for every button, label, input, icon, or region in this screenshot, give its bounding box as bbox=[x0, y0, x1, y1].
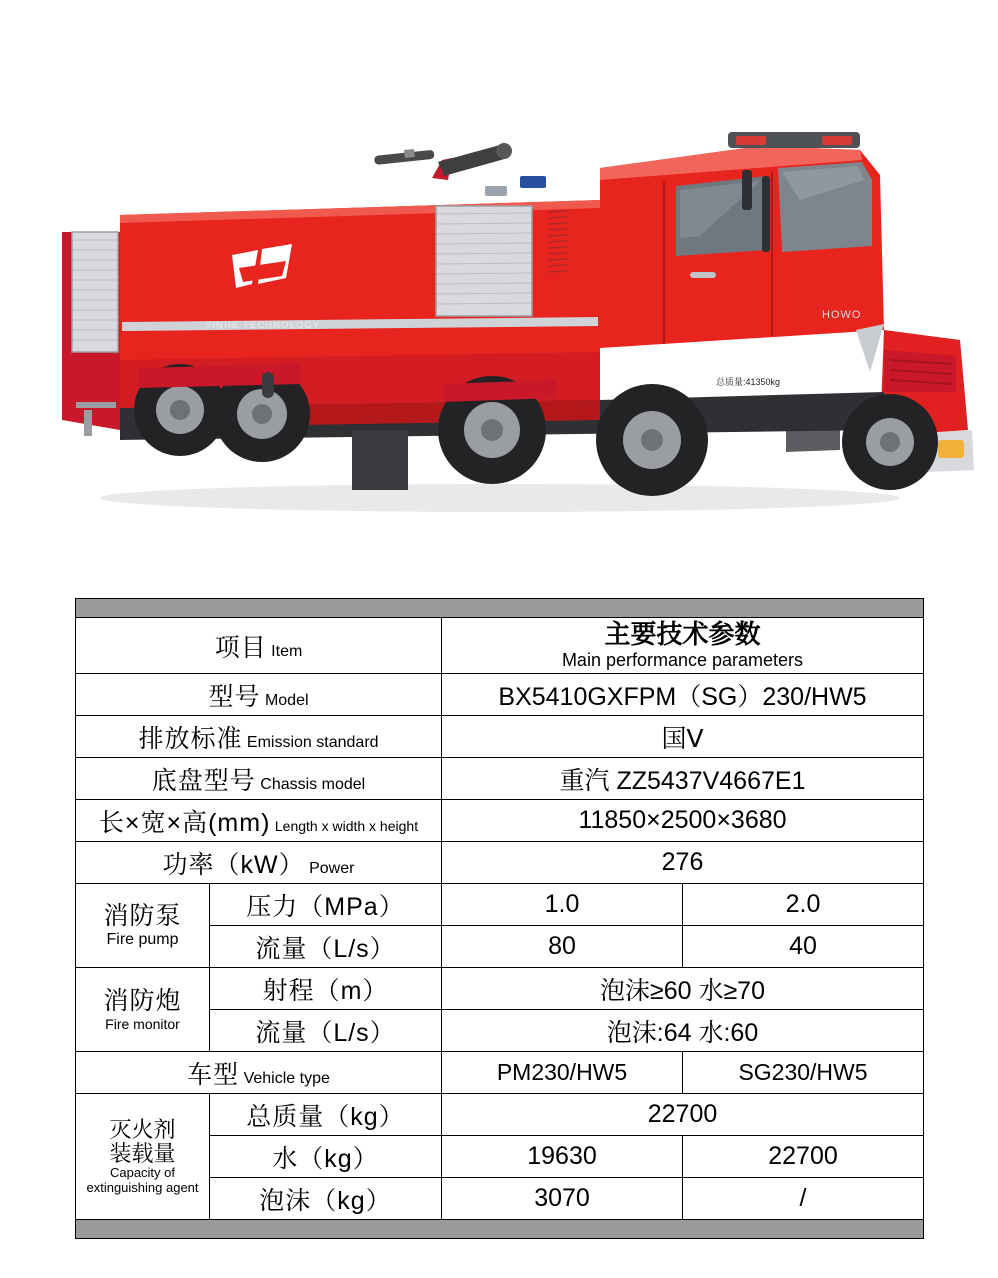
row-power-label bbox=[76, 842, 442, 884]
row-dimensions-value: 11850×2500×3680 bbox=[442, 800, 924, 842]
header-item-cell bbox=[76, 618, 442, 674]
row-chassis bbox=[76, 758, 924, 800]
row-pump-flow-v2: 40 bbox=[683, 926, 924, 968]
row-emission-label bbox=[76, 716, 442, 758]
row-total-mass-value: 22700 bbox=[442, 1094, 924, 1136]
row-model bbox=[76, 674, 924, 716]
group-capacity-en1: Capacity of bbox=[109, 1165, 176, 1181]
row-total-mass bbox=[76, 1094, 924, 1136]
specification-table bbox=[75, 598, 924, 1239]
group-capacity bbox=[76, 1094, 210, 1220]
row-power-label-cn: 功率（kW） bbox=[162, 850, 305, 879]
blue-beacon bbox=[520, 176, 546, 188]
brand-text: YINHE TECHNOLOGY bbox=[205, 320, 321, 330]
group-fire-pump-en: Fire pump bbox=[106, 930, 179, 948]
table-header-row bbox=[76, 618, 924, 674]
row-model-label-en: Model bbox=[264, 691, 309, 709]
mud-flap bbox=[352, 430, 408, 490]
row-foam-v1: 3070 bbox=[442, 1178, 683, 1220]
row-monitor-range bbox=[76, 968, 924, 1010]
fire-truck-illustration bbox=[0, 0, 998, 590]
row-pump-flow-label: 流量（L/s） bbox=[210, 926, 442, 968]
headlight-2 bbox=[938, 440, 964, 458]
roller-door-mid bbox=[436, 206, 532, 316]
group-capacity-en2: extinguishing agent bbox=[86, 1179, 199, 1195]
roof-light bbox=[485, 186, 507, 196]
row-water-label: 水（kg） bbox=[210, 1136, 442, 1178]
svg-text:总质量:41350kg: 总质量:41350kg bbox=[716, 377, 781, 387]
header-item-cn: 项目 bbox=[214, 633, 267, 662]
row-monitor-flow-label: 流量（L/s） bbox=[210, 1010, 442, 1052]
row-vehicle-type-v1: PM230/HW5 bbox=[442, 1052, 683, 1094]
row-vehicle-type bbox=[76, 1052, 924, 1094]
group-capacity-cn2: 装载量 bbox=[109, 1141, 176, 1167]
row-monitor-flow-value: 泡沫:64 水:60 bbox=[442, 1010, 924, 1052]
row-monitor-range-label: 射程（m） bbox=[210, 968, 442, 1010]
header-params-cn: 主要技术参数 bbox=[604, 619, 761, 650]
group-fire-pump-cn: 消防泵 bbox=[103, 901, 182, 930]
cab-brand: HOWO bbox=[822, 309, 862, 321]
row-emission bbox=[76, 716, 924, 758]
row-emission-label-cn: 排放标准 bbox=[138, 724, 243, 753]
row-pump-pressure-v2: 2.0 bbox=[683, 884, 924, 926]
row-model-label bbox=[76, 674, 442, 716]
row-total-mass-label: 总质量（kg） bbox=[210, 1094, 442, 1136]
row-water-v2: 22700 bbox=[683, 1136, 924, 1178]
row-monitor-range-value: 泡沫≥60 水≥70 bbox=[442, 968, 924, 1010]
group-fire-pump bbox=[76, 884, 210, 968]
roller-door-left bbox=[72, 232, 118, 352]
row-dimensions-label-en: Length x width x height bbox=[274, 817, 419, 834]
row-pump-pressure-v1: 1.0 bbox=[442, 884, 683, 926]
row-pump-flow-v1: 80 bbox=[442, 926, 683, 968]
group-fire-monitor-cn: 消防炮 bbox=[103, 987, 182, 1016]
row-chassis-label-en: Chassis model bbox=[260, 775, 366, 793]
row-chassis-value: 重汽 ZZ5437V4667E1 bbox=[442, 758, 924, 800]
row-vehicle-type-label-cn: 车型 bbox=[187, 1060, 240, 1089]
header-params-cell bbox=[442, 618, 924, 674]
header-params-en: Main performance parameters bbox=[561, 650, 804, 671]
header-item-en: Item bbox=[271, 642, 303, 660]
row-model-value: BX5410GXFPM（SG）230/HW5 bbox=[442, 674, 924, 716]
row-chassis-label-cn: 底盘型号 bbox=[151, 766, 256, 795]
spec-table-container bbox=[75, 598, 923, 1239]
product-photo bbox=[0, 0, 998, 590]
row-foam-v2: / bbox=[683, 1178, 924, 1220]
row-water-v1: 19630 bbox=[442, 1136, 683, 1178]
row-model-label-cn: 型号 bbox=[208, 682, 261, 711]
row-power-label-en: Power bbox=[309, 859, 355, 877]
row-dimensions-label bbox=[76, 800, 442, 842]
row-vehicle-type-v2: SG230/HW5 bbox=[683, 1052, 924, 1094]
row-vehicle-type-label-en: Vehicle type bbox=[243, 1069, 330, 1087]
row-foam-label: 泡沫（kg） bbox=[210, 1178, 442, 1220]
row-emission-value: 国Ⅴ bbox=[442, 716, 924, 758]
row-power bbox=[76, 842, 924, 884]
table-top-bar bbox=[76, 599, 924, 618]
row-dimensions bbox=[76, 800, 924, 842]
row-chassis-label bbox=[76, 758, 442, 800]
group-fire-monitor bbox=[76, 968, 210, 1052]
group-fire-monitor-en: Fire monitor bbox=[105, 1015, 180, 1032]
row-dimensions-label-cn: 长×宽×高(mm) bbox=[98, 808, 271, 837]
table-bottom-bar bbox=[76, 1220, 924, 1239]
row-vehicle-type-label bbox=[76, 1052, 442, 1094]
row-power-value: 276 bbox=[442, 842, 924, 884]
mass-badge bbox=[712, 374, 782, 388]
group-capacity-cn1: 灭火剂 bbox=[109, 1117, 176, 1143]
row-pump-pressure bbox=[76, 884, 924, 926]
row-emission-label-en: Emission standard bbox=[246, 733, 379, 751]
row-pump-pressure-label: 压力（MPa） bbox=[210, 884, 442, 926]
